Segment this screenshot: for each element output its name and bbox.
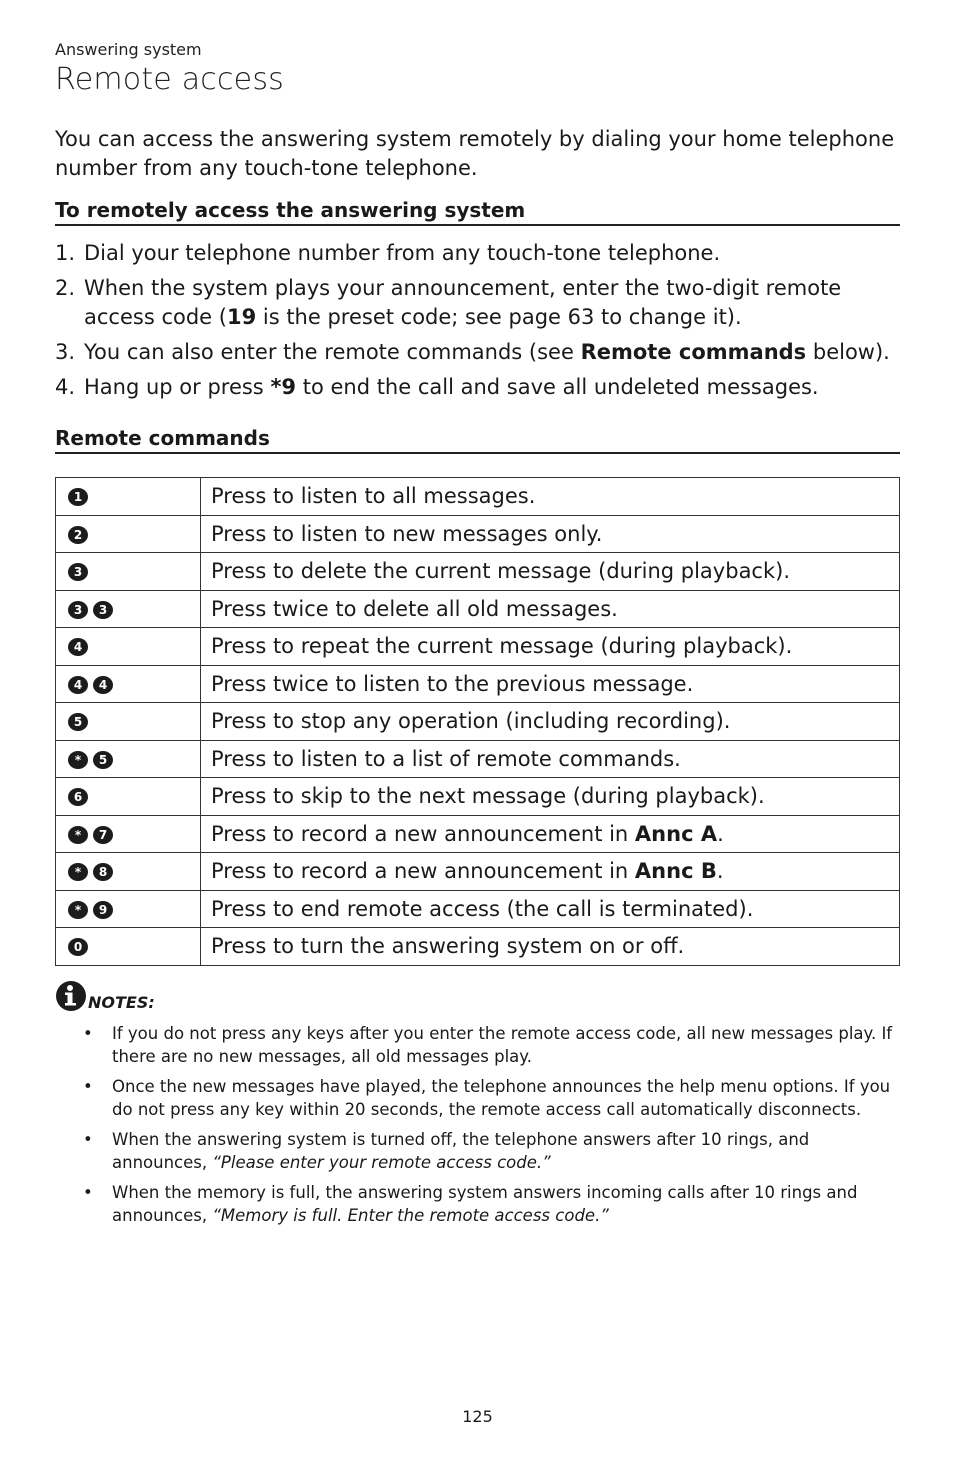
text-run: When the answering system is turned off, the telephone answers after 10 rings, and announces, bbox=[112, 1130, 810, 1172]
text-run: is the preset code; see page 63 to change it). bbox=[256, 305, 742, 329]
step-number: 4. bbox=[55, 375, 76, 399]
keypad-key-icon: 5 bbox=[68, 713, 88, 731]
intro-paragraph: You can access the answering system remotely by dialing your home telephone number from any touch-tone telephone. bbox=[55, 127, 895, 180]
keypad-key-icon: 1 bbox=[68, 488, 88, 506]
keypad-key-icon: 4 bbox=[68, 638, 88, 656]
command-keys-cell bbox=[56, 703, 201, 741]
command-keys-cell bbox=[56, 928, 201, 966]
keypad-key-icon: 3 bbox=[68, 563, 88, 581]
text-run: Press to turn the answering system on or off. bbox=[211, 934, 685, 959]
command-keys-cell bbox=[56, 890, 201, 928]
text-run: Press to listen to a list of remote commands. bbox=[211, 746, 681, 771]
command-description bbox=[201, 478, 900, 516]
bold-text: 19 bbox=[226, 305, 257, 329]
command-keys-cell bbox=[56, 478, 201, 516]
command-row bbox=[56, 853, 900, 891]
bullet-icon: • bbox=[83, 1024, 93, 1043]
note-item bbox=[83, 1128, 901, 1174]
keypad-key-icon: 9 bbox=[93, 901, 113, 919]
command-description bbox=[201, 665, 900, 703]
bold-text: *9 bbox=[270, 375, 297, 399]
text-run: If you do not press any keys after you enter the remote access code, all new messages play. If there are no new messages, all old messages play. bbox=[112, 1024, 893, 1066]
command-keys-cell bbox=[56, 515, 201, 553]
command-row bbox=[56, 553, 900, 591]
command-description bbox=[201, 815, 900, 853]
bullet-icon: • bbox=[83, 1130, 93, 1149]
command-description bbox=[201, 628, 900, 666]
command-description bbox=[201, 515, 900, 553]
star-key-icon: * bbox=[68, 901, 88, 919]
star-key-icon: * bbox=[68, 751, 88, 769]
remote-commands-table bbox=[55, 477, 900, 966]
bullet-icon: • bbox=[83, 1183, 93, 1202]
keypad-key-icon: 5 bbox=[93, 751, 113, 769]
command-row bbox=[56, 815, 900, 853]
star-key-icon: * bbox=[68, 863, 88, 881]
command-keys-cell bbox=[56, 815, 201, 853]
command-row bbox=[56, 590, 900, 628]
bullet-icon: • bbox=[83, 1077, 93, 1096]
page-number: 125 bbox=[462, 1407, 493, 1426]
keypad-key-icon: 3 bbox=[93, 601, 113, 619]
command-keys-cell bbox=[56, 665, 201, 703]
text-run: Press twice to listen to the previous message. bbox=[211, 671, 694, 696]
note-item bbox=[83, 1181, 901, 1227]
text-run: Hang up or press bbox=[84, 375, 271, 399]
command-description bbox=[201, 703, 900, 741]
command-description bbox=[201, 590, 900, 628]
star-key-icon: * bbox=[68, 826, 88, 844]
command-keys-cell bbox=[56, 778, 201, 816]
command-description bbox=[201, 553, 900, 591]
text-run: below). bbox=[806, 340, 890, 364]
keypad-key-icon: 7 bbox=[93, 826, 113, 844]
keypad-key-icon: 0 bbox=[68, 938, 88, 956]
text-run: Press to delete the current message (during playback). bbox=[211, 559, 791, 584]
page-title: Remote access bbox=[55, 62, 284, 97]
command-description bbox=[201, 928, 900, 966]
keypad-key-icon: 2 bbox=[68, 526, 88, 544]
text-run: You can also enter the remote commands (see bbox=[84, 340, 581, 364]
procedure-step bbox=[55, 274, 900, 332]
text-run: to end the call and save all undeleted messages. bbox=[296, 375, 819, 399]
command-description bbox=[201, 778, 900, 816]
keypad-key-icon: 6 bbox=[68, 788, 88, 806]
command-row bbox=[56, 703, 900, 741]
command-row bbox=[56, 515, 900, 553]
text-run: Press to repeat the current message (during playback). bbox=[211, 634, 793, 659]
text-run: Press to record a new announcement in bbox=[211, 821, 635, 846]
note-item bbox=[83, 1075, 901, 1121]
notes-label: NOTES: bbox=[88, 993, 155, 1012]
bold-text: Remote commands bbox=[580, 340, 807, 364]
text-run: . bbox=[716, 859, 724, 884]
command-row bbox=[56, 740, 900, 778]
command-keys-cell bbox=[56, 628, 201, 666]
text-run: . bbox=[717, 821, 724, 846]
text-run: Once the new messages have played, the telephone announces the help menu options. If you do not press any key within 20 seconds, the remote access call automatically disconnects. bbox=[112, 1077, 891, 1119]
procedure-step bbox=[55, 239, 900, 268]
text-run: Dial your telephone number from any touch-tone telephone. bbox=[84, 241, 721, 265]
command-row bbox=[56, 778, 900, 816]
text-run: When the system plays your announcement, enter the two-digit remote access code ( bbox=[84, 276, 842, 329]
text-run: Press to end remote access (the call is terminated). bbox=[211, 896, 754, 921]
command-row bbox=[56, 628, 900, 666]
info-icon bbox=[55, 980, 87, 1012]
command-description bbox=[201, 740, 900, 778]
command-keys-cell bbox=[56, 740, 201, 778]
text-run: When the memory is full, the answering system answers incoming calls after 10 rings and announces, bbox=[112, 1183, 858, 1225]
bold-text: Annc B bbox=[634, 859, 717, 884]
command-keys-cell bbox=[56, 590, 201, 628]
step-number: 2. bbox=[55, 276, 76, 300]
command-row bbox=[56, 478, 900, 516]
text-run: Press to record a new announcement in bbox=[211, 859, 635, 884]
text-run: Press twice to delete all old messages. bbox=[211, 596, 618, 621]
command-row bbox=[56, 928, 900, 966]
command-keys-cell bbox=[56, 853, 201, 891]
text-run: Press to stop any operation (including recording). bbox=[211, 709, 731, 734]
procedure-heading: To remotely access the answering system bbox=[55, 198, 900, 226]
command-row bbox=[56, 890, 900, 928]
command-keys-cell bbox=[56, 553, 201, 591]
text-run: Press to listen to all messages. bbox=[211, 484, 536, 509]
italic-quote: “Please enter your remote access code.” bbox=[212, 1153, 551, 1172]
step-number: 3. bbox=[55, 340, 76, 364]
note-item bbox=[83, 1022, 901, 1068]
keypad-key-icon: 3 bbox=[68, 601, 88, 619]
bold-text: Annc A bbox=[634, 821, 718, 846]
step-number: 1. bbox=[55, 241, 76, 265]
command-description bbox=[201, 853, 900, 891]
command-row bbox=[56, 665, 900, 703]
procedure-steps bbox=[55, 239, 900, 408]
notes-list bbox=[83, 1022, 901, 1234]
procedure-step bbox=[55, 373, 900, 402]
command-description bbox=[201, 890, 900, 928]
procedure-step bbox=[55, 338, 900, 367]
text-run: Press to listen to new messages only. bbox=[211, 521, 603, 546]
italic-quote: “Memory is full. Enter the remote access code.” bbox=[212, 1206, 609, 1225]
keypad-key-icon: 8 bbox=[93, 863, 113, 881]
commands-heading: Remote commands bbox=[55, 426, 900, 454]
section-label: Answering system bbox=[55, 40, 202, 59]
keypad-key-icon: 4 bbox=[93, 676, 113, 694]
text-run: Press to skip to the next message (during playback). bbox=[211, 784, 765, 809]
keypad-key-icon: 4 bbox=[68, 676, 88, 694]
